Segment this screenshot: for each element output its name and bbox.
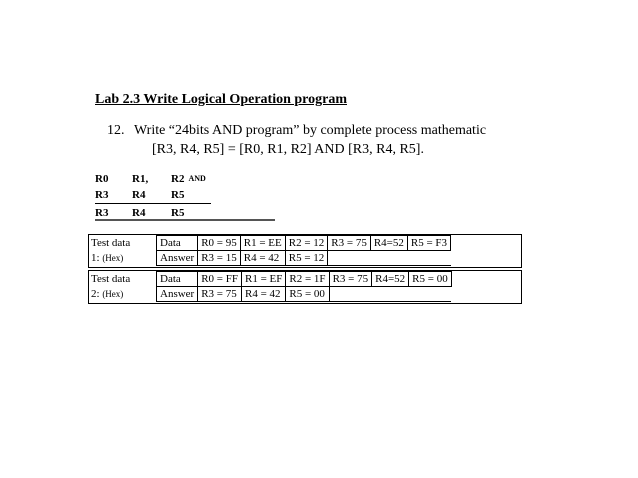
empty-cell [329,287,451,302]
register-cell: R3 [95,189,109,201]
register-cell: R3 [95,207,109,219]
data-cell: R2 = 12 [285,236,328,251]
result-divider [95,203,211,204]
register-cell: R5 [171,207,185,219]
register-cell: R0 [95,173,109,185]
data-cell: R2 = 1F [286,272,329,287]
answer-cell: R4 = 42 [242,287,286,302]
test-label: Test data [88,236,157,251]
register-map [95,171,275,221]
test-data-table-2 [88,271,452,302]
data-cell: R0 = 95 [198,236,241,251]
task-line-2: [R3, R4, R5] = [R0, R1, R2] AND [R3, R4, R5]. [152,142,424,157]
hex-note: (Hex) [102,253,124,263]
answer-label: Answer [157,251,198,266]
test-label: Test data [88,272,157,287]
task-statement [107,121,486,159]
data-cell: R5 = 00 [409,272,452,287]
lab-title: Lab 2.3 Write Logical Operation program [95,92,347,107]
register-cell: R4 [132,189,146,201]
answer-cell: R3 = 15 [198,251,241,266]
register-cell: R1, [132,173,149,185]
data-cell: R4=52 [370,236,407,251]
test-label [88,251,157,266]
test-label [88,287,157,302]
answer-cell: R5 = 00 [286,287,329,302]
data-label: Data [157,236,198,251]
data-cell: R1 = EF [242,272,286,287]
bottom-rule [95,219,275,221]
data-cell: R4=52 [372,272,409,287]
register-cell [171,171,206,187]
hex-note: (Hex) [102,289,124,299]
task-line-1 [107,121,486,140]
task-text-1: Write “24bits AND program” by complete process mathematic [134,123,487,138]
task-number: 12. [107,123,125,138]
test-number: 2: [91,288,100,300]
operator-label: AND [188,174,206,183]
register-row [95,187,275,203]
answer-cell: R3 = 75 [198,287,242,302]
data-cell: R0 = FF [198,272,242,287]
register-cell: R5 [171,189,185,201]
register-row [95,171,275,187]
data-cell: R3 = 75 [328,236,371,251]
register-cell: R4 [132,207,146,219]
data-cell: R1 = EE [240,236,285,251]
test-data-table-1 [88,235,451,266]
data-cell: R5 = F3 [407,236,450,251]
register-value: R2 [171,173,185,185]
answer-cell: R5 = 12 [285,251,328,266]
empty-cell [328,251,451,266]
data-label: Data [157,272,198,287]
answer-cell: R4 = 42 [240,251,285,266]
data-cell: R3 = 75 [329,272,372,287]
answer-label: Answer [157,287,198,302]
test-number: 1: [91,252,100,264]
